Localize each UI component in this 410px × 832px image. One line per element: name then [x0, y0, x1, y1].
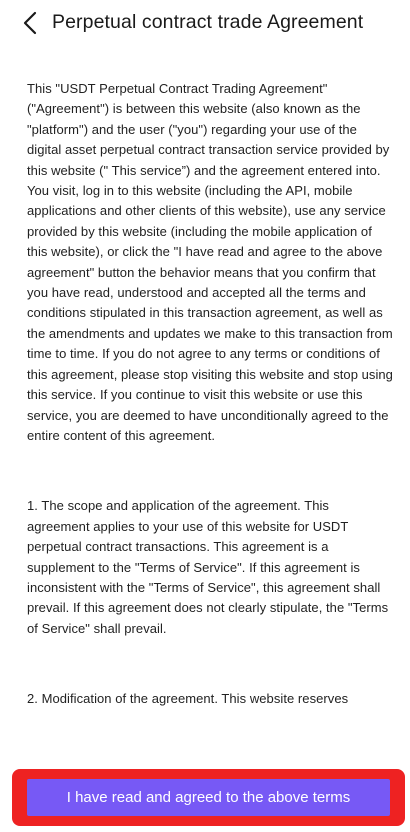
agree-terms-button[interactable]: I have read and agreed to the above terms	[27, 779, 390, 816]
back-button[interactable]	[18, 8, 46, 38]
header	[0, 0, 410, 46]
page-title: Perpetual contract trade Agreement	[52, 11, 364, 33]
agreement-content[interactable]	[27, 79, 393, 737]
agreement-section-1-paragraph: 1. The scope and application of the agreement. This agreement applies to your use of this website for USDT perpetual contract transactions. This agreement is a supplement to the "Terms of Service". If this agreement is inconsistent with the "Terms of Service", this agreement shall prevail. If this agreement does not clearly stipulate, the "Terms of Service" shall prevail.	[27, 498, 389, 636]
agreement-section-2-paragraph: 2. Modification of the agreement. This website reserves	[27, 691, 349, 707]
chevron-left-icon	[18, 8, 46, 38]
agree-button-container	[12, 769, 405, 826]
agreement-intro-paragraph: This "USDT Perpetual Contract Trading Agreement" ("Agreement") is between this website (also known as the "platform") and the user ("you") regarding your use of the digital asset perpetual contract transaction service provided by this website (" This service”) and the agreement entered into. You visit, log in to this website (including the API, mobile applications and other clients of this website), use any service provided by this website (including the mobile application of this website), or click the "I have read and agree to the above agreement" button the behavior means that you confirm that you have read, understood and accepted all the terms and conditions stipulated in this transaction agreement, as well as the amendments and updates we make to this transaction from time to time. If you do not agree to any terms or conditions of this agreement, please stop visiting this website and stop using this service. If you continue to visit this website or use this service, you are deemed to have unconditionally agreed to the entire content of this agreement.	[27, 81, 393, 443]
